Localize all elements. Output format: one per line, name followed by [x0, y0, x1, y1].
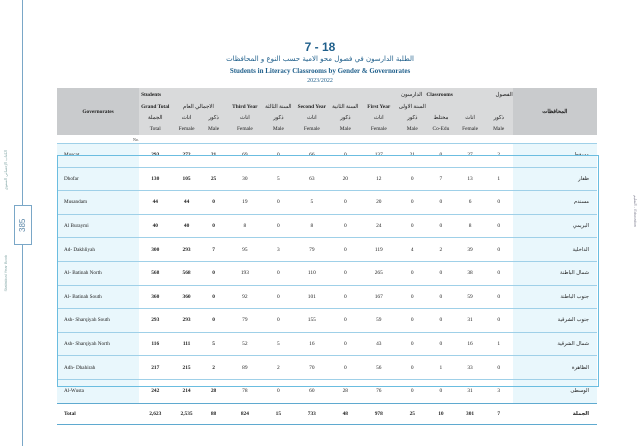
header-first-year-ar: السنة الاولى	[398, 101, 426, 113]
header-female-y3: Female	[225, 123, 264, 135]
cell-cf: 59	[455, 285, 484, 309]
header-female-ar-y1: اناث	[359, 113, 398, 123]
cell-gf: 360	[171, 285, 201, 309]
cell-cc: 0	[426, 379, 455, 403]
header-male-ar-cl: ذكور	[485, 113, 513, 123]
cell-cc: 0	[426, 214, 455, 238]
cell-gm: 25	[202, 167, 226, 191]
cell-t2f: 60	[292, 379, 331, 403]
cell-t1f: 119	[359, 238, 398, 262]
table-number: 7 - 18	[304, 40, 336, 54]
cell-gm: 0	[202, 191, 226, 215]
cell-t1m: 0	[398, 285, 426, 309]
cell-gt: 116	[139, 332, 171, 356]
title-english: Students in Literacy Classrooms by Gender & Governorates	[229, 67, 411, 75]
header-female-ar-cl: اناث	[455, 113, 484, 123]
cell-cc: 0	[426, 144, 455, 168]
cell-t3f: 19	[225, 191, 264, 215]
cell-gt: 242	[139, 379, 171, 403]
governorate-en: Ad- Dakhliyah	[57, 238, 139, 262]
cell-gf: 215	[171, 356, 201, 380]
cell-t2f: 79	[292, 238, 331, 262]
table-row	[57, 356, 597, 380]
table-body	[57, 135, 597, 424]
header-male-y3: Male	[264, 123, 292, 135]
header-first-year: First Year	[359, 101, 398, 113]
cell-gt: 130	[139, 167, 171, 191]
cell-gf: 293	[171, 309, 201, 333]
governorate-ar: الظاهرة	[513, 356, 597, 380]
cell-gf: 105	[171, 167, 201, 191]
cell-t3m: 0	[264, 379, 292, 403]
header-male-y2: Male	[331, 123, 359, 135]
header-students-ar: الدارسون	[225, 88, 426, 101]
cell-t1m: 0	[398, 167, 426, 191]
cell-t3f: 79	[225, 309, 264, 333]
cell-cm: 2	[485, 144, 513, 168]
header-total: Total	[139, 123, 171, 135]
total-t1f: 978	[359, 403, 398, 424]
title-year: 2023/2022	[307, 78, 333, 84]
table-row	[57, 261, 597, 285]
cell-t2f: 5	[292, 191, 331, 215]
cell-t2f: 155	[292, 309, 331, 333]
governorate-ar: البريمي	[513, 214, 597, 238]
cell-cm: 0	[485, 214, 513, 238]
cell-t1m: 0	[398, 191, 426, 215]
header-female-cl: Female	[455, 123, 484, 135]
cell-t3f: 95	[225, 238, 264, 262]
header-classrooms: Classrooms	[426, 88, 484, 101]
total-cf: 301	[455, 403, 484, 424]
cell-t3f: 69	[225, 144, 264, 168]
cell-gm: 7	[202, 238, 226, 262]
header-students: Students	[139, 88, 225, 101]
table-row	[57, 214, 597, 238]
cell-gm: 5	[202, 332, 226, 356]
table-row	[57, 332, 597, 356]
header-female-gt: Female	[171, 123, 201, 135]
cell-t3m: 5	[264, 167, 292, 191]
cell-t1f: 24	[359, 214, 398, 238]
cell-t3m: 5	[264, 332, 292, 356]
cell-t2m: 0	[331, 285, 359, 309]
cell-t2f: 70	[292, 356, 331, 380]
cell-cm: 1	[485, 332, 513, 356]
cell-t3f: 30	[225, 167, 264, 191]
governorate-ar: مسندم	[513, 191, 597, 215]
table-row	[57, 238, 597, 262]
cell-gf: 293	[171, 238, 201, 262]
cell-gt: 293	[139, 144, 171, 168]
cell-cm: 0	[485, 238, 513, 262]
cell-t2f: 101	[292, 285, 331, 309]
header-governorates-ar: المحافظات	[513, 88, 597, 135]
header-classrooms-ar: الفصول	[485, 88, 513, 101]
cell-cf: 6	[455, 191, 484, 215]
total-gm: 88	[202, 403, 226, 424]
cell-t2m: 0	[331, 332, 359, 356]
total-cm: 7	[485, 403, 513, 424]
governorate-en: Al- Batinah North	[57, 261, 139, 285]
header-coedu: Co-Edu	[426, 123, 455, 135]
header-total-ar: الجملة	[139, 113, 171, 123]
cell-gm: 2	[202, 356, 226, 380]
cell-gm: 0	[202, 214, 226, 238]
total-gt: 2,623	[139, 403, 171, 424]
side-label-ar: الكتاب الإحصائي السنوي	[3, 150, 8, 191]
cell-t3m: 0	[264, 191, 292, 215]
cell-t3m: 0	[264, 309, 292, 333]
header-female-y2: Female	[292, 123, 331, 135]
governorate-ar: الوسطى	[513, 379, 597, 403]
cell-t2m: 0	[331, 261, 359, 285]
cell-t3f: 193	[225, 261, 264, 285]
cell-gt: 300	[139, 238, 171, 262]
cell-t1m: 0	[398, 309, 426, 333]
cell-cc: 0	[426, 191, 455, 215]
header-male-ar-gt: ذكور	[202, 113, 226, 123]
cell-cc: 0	[426, 285, 455, 309]
cell-cf: 38	[455, 261, 484, 285]
cell-cm: 1	[485, 167, 513, 191]
header-male-gt: Male	[202, 123, 226, 135]
cell-gf: 214	[171, 379, 201, 403]
cell-t1f: 43	[359, 332, 398, 356]
header-third-year: Third Year	[225, 101, 264, 113]
cell-cf: 27	[455, 144, 484, 168]
total-cc: 10	[426, 403, 455, 424]
cell-t1f: 76	[359, 379, 398, 403]
cell-t2f: 66	[292, 144, 331, 168]
governorate-ar: مسقط	[513, 144, 597, 168]
header-governorates-en: Governorates	[57, 88, 139, 135]
table-row	[57, 285, 597, 309]
cell-cm: 3	[485, 379, 513, 403]
cell-gt: 293	[139, 309, 171, 333]
header-male-ar-y2: ذكور	[331, 113, 359, 123]
cell-cc: 1	[426, 356, 455, 380]
cell-t2m: 0	[331, 214, 359, 238]
cell-t2f: 63	[292, 167, 331, 191]
cell-gf: 272	[171, 144, 201, 168]
cell-gt: 44	[139, 191, 171, 215]
governorate-en: Musandam	[57, 191, 139, 215]
cell-gt: 568	[139, 261, 171, 285]
cell-cm: 0	[485, 309, 513, 333]
cell-cc: 7	[426, 167, 455, 191]
side-label-en: Statistical Year Book	[3, 255, 8, 292]
governorate-en: Ash- Sharqiyah North	[57, 332, 139, 356]
cell-cc: 0	[426, 309, 455, 333]
cell-gm: 28	[202, 379, 226, 403]
cell-t2m: 0	[331, 356, 359, 380]
cell-t3f: 78	[225, 379, 264, 403]
cell-cf: 8	[455, 214, 484, 238]
cell-cf: 13	[455, 167, 484, 191]
cell-t1m: 0	[398, 356, 426, 380]
cell-t2m: 0	[331, 144, 359, 168]
table-row	[57, 167, 597, 191]
header-classrooms-spacer	[426, 101, 512, 113]
governorate-ar: جنوب الشرقية	[513, 309, 597, 333]
cell-t3m: 0	[264, 214, 292, 238]
cell-t2f: 8	[292, 214, 331, 238]
total-row	[57, 403, 597, 424]
total-t3m: 15	[264, 403, 292, 424]
governorate-en: Muscat	[57, 144, 139, 168]
cell-gm: 0	[202, 261, 226, 285]
header-female-ar-y3: اناث	[225, 113, 264, 123]
header-third-year-ar: السنة الثالثة	[264, 101, 292, 113]
cell-t2f: 16	[292, 332, 331, 356]
header-female-y1: Female	[359, 123, 398, 135]
cell-cm: 0	[485, 191, 513, 215]
cell-t1f: 137	[359, 144, 398, 168]
total-gf: 2,535	[171, 403, 201, 424]
cell-t2m: 28	[331, 379, 359, 403]
cell-t1m: 0	[398, 332, 426, 356]
cell-gf: 40	[171, 214, 201, 238]
total-t1m: 25	[398, 403, 426, 424]
cell-cf: 16	[455, 332, 484, 356]
total-t2f: 733	[292, 403, 331, 424]
governorate-en: Adh- Dhahirah	[57, 356, 139, 380]
cell-gf: 44	[171, 191, 201, 215]
header-female-ar-gt: اناث	[171, 113, 201, 123]
cell-t2m: 0	[331, 191, 359, 215]
cell-gt: 40	[139, 214, 171, 238]
governorate-ar: شمال الشرقية	[513, 332, 597, 356]
header-male-y1: Male	[398, 123, 426, 135]
cell-cm: 0	[485, 285, 513, 309]
literacy-table	[57, 88, 597, 425]
title-arabic: الطلبة الدارسون في فصول محو الامية حسب النوع و المحافظات	[226, 55, 414, 63]
cell-t3f: 92	[225, 285, 264, 309]
cell-cf: 31	[455, 309, 484, 333]
cell-t3m: 0	[264, 261, 292, 285]
cell-t1f: 20	[359, 191, 398, 215]
cell-gm: 0	[202, 285, 226, 309]
cell-t2m: 0	[331, 309, 359, 333]
table-row	[57, 309, 597, 333]
header-male-ar-y1: ذكور	[398, 113, 426, 123]
header-male-ar-y3: ذكور	[264, 113, 292, 123]
cell-cf: 39	[455, 238, 484, 262]
governorate-ar: الداخلية	[513, 238, 597, 262]
cell-cc: 0	[426, 332, 455, 356]
cell-cm: 0	[485, 356, 513, 380]
header-female-ar-y2: اناث	[292, 113, 331, 123]
governorate-ar: جنوب الباطنة	[513, 285, 597, 309]
cell-gt: 217	[139, 356, 171, 380]
table-row	[57, 144, 597, 168]
cell-t3m: 3	[264, 238, 292, 262]
cell-t3m: 0	[264, 285, 292, 309]
header-second-year-ar: السنة الثانية	[331, 101, 359, 113]
governorate-ar: شمال الباطنة	[513, 261, 597, 285]
table-row	[57, 191, 597, 215]
cell-cc: 2	[426, 238, 455, 262]
header-second-year: Second Year	[292, 101, 331, 113]
governorate-en: Al- Batinah South	[57, 285, 139, 309]
no-label: No.	[57, 135, 597, 144]
cell-gf: 568	[171, 261, 201, 285]
governorate-ar: ظفار	[513, 167, 597, 191]
cell-t3m: 2	[264, 356, 292, 380]
cell-t1f: 59	[359, 309, 398, 333]
governorate-en: Ash- Sharqiyah South	[57, 309, 139, 333]
cell-t1f: 167	[359, 285, 398, 309]
total-t2m: 48	[331, 403, 359, 424]
cell-cf: 33	[455, 356, 484, 380]
cell-t2m: 0	[331, 238, 359, 262]
page-number: 385	[14, 205, 32, 245]
cell-t3m: 0	[264, 144, 292, 168]
cell-cm: 0	[485, 261, 513, 285]
header-grand-total-ar: الاجمالي العام	[171, 101, 225, 113]
cell-gf: 111	[171, 332, 201, 356]
cell-t3f: 8	[225, 214, 264, 238]
cell-t1f: 265	[359, 261, 398, 285]
governorate-en: Al Buraymi	[57, 214, 139, 238]
cell-t1m: 0	[398, 214, 426, 238]
cell-t3f: 52	[225, 332, 264, 356]
cell-gt: 360	[139, 285, 171, 309]
governorate-en: Dhofar	[57, 167, 139, 191]
governorate-en: Al-Wusta	[57, 379, 139, 403]
table-row	[57, 379, 597, 403]
cell-t1m: 21	[398, 144, 426, 168]
header-grand-total: Grand Total	[139, 101, 171, 113]
total-label-ar: الجملة	[513, 403, 597, 424]
total-label-en: Total	[57, 403, 139, 424]
side-label-right: التعليم - Education	[633, 195, 638, 228]
cell-t1m: 4	[398, 238, 426, 262]
cell-t1f: 56	[359, 356, 398, 380]
cell-gm: 21	[202, 144, 226, 168]
cell-t1f: 12	[359, 167, 398, 191]
cell-t3f: 89	[225, 356, 264, 380]
total-t3f: 824	[225, 403, 264, 424]
cell-t1m: 0	[398, 379, 426, 403]
cell-cc: 0	[426, 261, 455, 285]
header-coedu-ar: مختلط	[426, 113, 455, 123]
cell-cf: 31	[455, 379, 484, 403]
header-male-cl: Male	[485, 123, 513, 135]
cell-gm: 0	[202, 309, 226, 333]
cell-t2f: 110	[292, 261, 331, 285]
cell-t1m: 0	[398, 261, 426, 285]
cell-t2m: 20	[331, 167, 359, 191]
